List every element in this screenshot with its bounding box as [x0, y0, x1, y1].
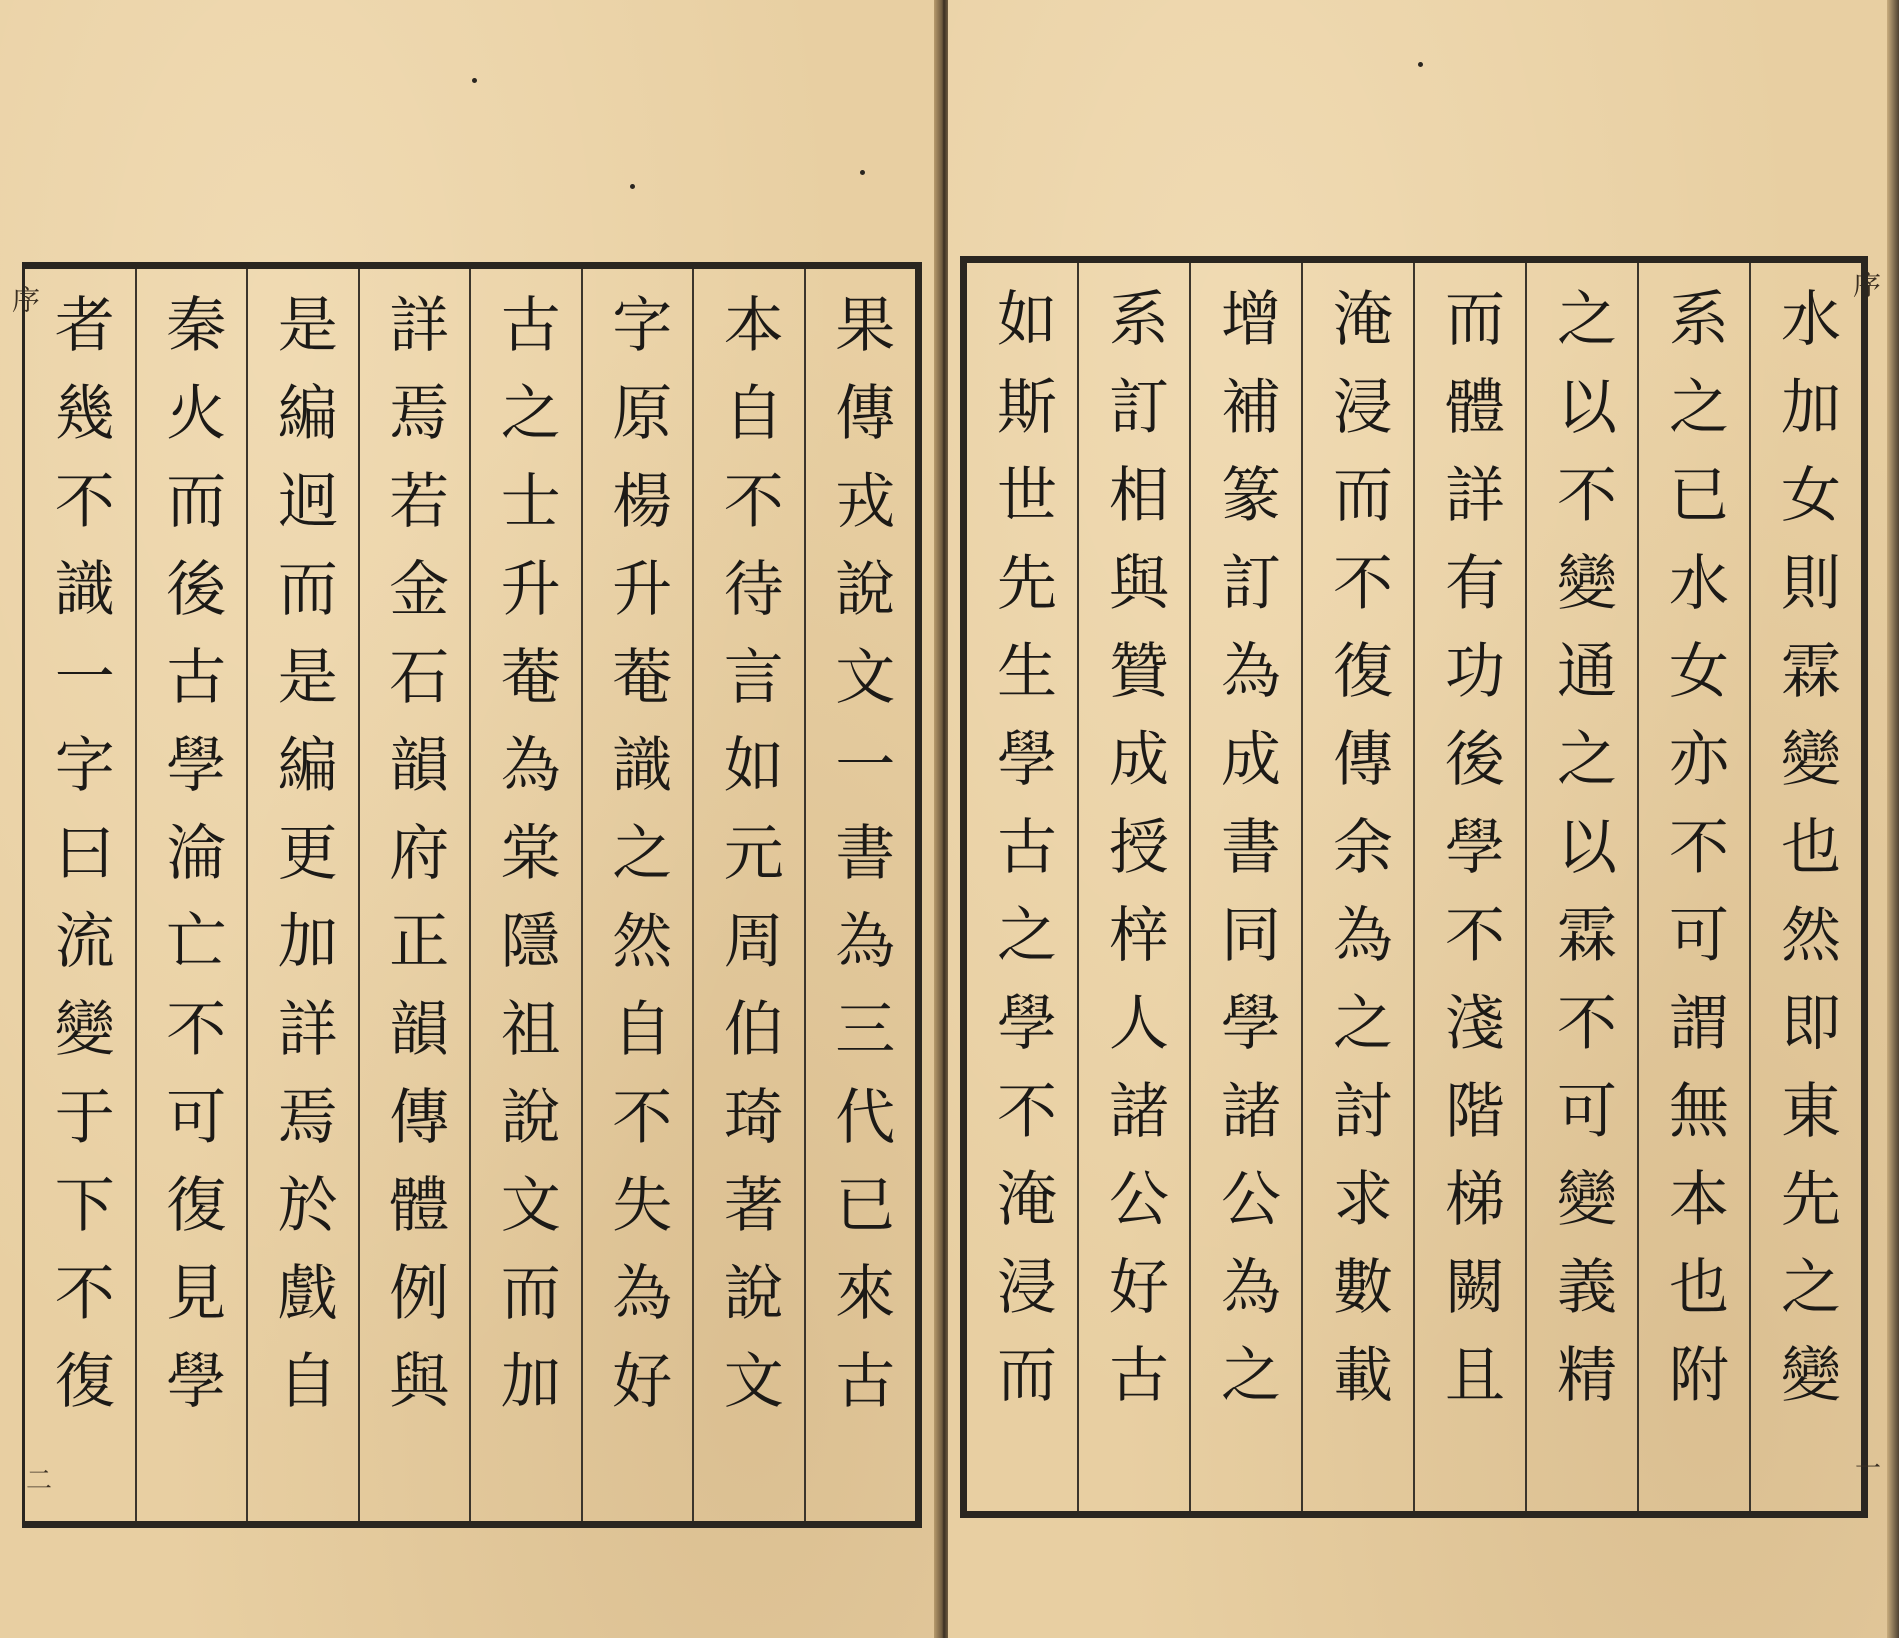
left-folio: 二 [26, 1466, 53, 1496]
left-column-text: 古之士升菴為棠隱祖說文而加 [490, 293, 561, 1437]
right-page [948, 0, 1899, 1638]
ink-speck [472, 78, 477, 83]
left-column-8 [25, 269, 135, 1521]
left-column-2 [692, 269, 804, 1521]
left-margin-label: 序 [8, 285, 41, 313]
left-columns [25, 269, 915, 1521]
ink-speck [1418, 62, 1423, 67]
left-column-text: 果傳戎說文一書為三代已來古 [825, 293, 896, 1437]
right-column-6 [1189, 263, 1301, 1511]
left-column-7 [135, 269, 247, 1521]
left-page [0, 0, 940, 1638]
ink-speck [860, 170, 865, 175]
right-column-text: 淹浸而不復傳余為之討求數載 [1323, 287, 1393, 1431]
left-column-6 [246, 269, 358, 1521]
left-column-text: 是編迥而是編更加詳焉於戲自 [267, 293, 338, 1437]
page-edge [1887, 0, 1899, 1638]
right-column-3 [1525, 263, 1637, 1511]
right-column-text: 系訂相與贊成授梓人諸公好古 [1099, 287, 1169, 1431]
right-column-7 [1077, 263, 1189, 1511]
right-column-1 [1749, 263, 1861, 1511]
right-column-text: 之以不變通之以霖不可變義精 [1547, 287, 1617, 1431]
left-column-4 [469, 269, 581, 1521]
left-column-3 [581, 269, 693, 1521]
right-column-text: 增補篆訂為成書同學諸公為之 [1211, 287, 1281, 1431]
right-column-8 [967, 263, 1077, 1511]
right-text-frame [960, 256, 1868, 1518]
ink-speck [630, 184, 635, 189]
right-folio: 一 [1854, 1454, 1881, 1484]
right-column-4 [1413, 263, 1525, 1511]
right-column-2 [1637, 263, 1749, 1511]
left-column-text: 秦火而後古學淪亡不可復見學 [156, 293, 227, 1437]
right-column-text: 水加女則霖變也然即東先之變 [1771, 287, 1841, 1431]
right-column-text: 系之已水女亦不可謂無本也附 [1659, 287, 1729, 1431]
left-column-text: 者幾不識一字曰流變于下不復 [44, 293, 115, 1437]
left-column-5 [358, 269, 470, 1521]
right-columns [967, 263, 1861, 1511]
left-column-text: 字原楊升菴識之然自不失為好 [602, 293, 673, 1437]
left-column-1 [804, 269, 916, 1521]
right-column-text: 而體詳有功後學不淺階梯闕且 [1435, 287, 1505, 1431]
right-margin-label: 序 [1849, 270, 1882, 298]
left-column-text: 詳焉若金石韻府正韻傳體例與 [379, 293, 450, 1437]
right-column-text: 如斯世先生學古之學不淹浸而 [987, 287, 1057, 1431]
left-text-frame [22, 262, 922, 1528]
right-column-5 [1301, 263, 1413, 1511]
left-column-text: 本自不待言如元周伯琦著說文 [713, 293, 784, 1437]
